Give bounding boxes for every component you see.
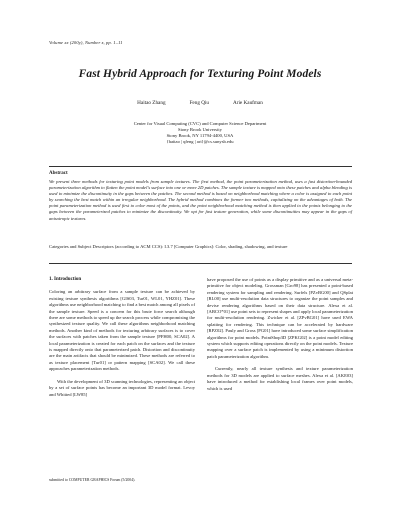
affiliation-line: Center for Visual Computing (CVC) and Computer Science Department (133, 121, 267, 126)
paragraph: With the development of 3D scanning technologies, representing an object by a set of surface points has become an important 3D model format. Levoy and Whitted [LW85] (49, 378, 195, 397)
abstract-top-rule (49, 166, 352, 167)
abstract-bottom-rule (49, 263, 352, 264)
author-name: Haitao Zhang (137, 100, 166, 106)
paragraph: have proposed the use of points as a display primitive and as a universal meta-primitive for object modeling. Grossman [Gro98] has presented a point-based rendering system for sampling and rendering. Surfels [PZvBG00] and QSplat [RL00] use multi-resolution data structures to organize the point samples and devise rendering algorithms based on their data structure. Alexa et al. [ABCO*01] use point sets to represent shapes and apply local parameterization for multi-resolution rendering. Zwicker et al. [ZPvBG01] have used EWA splatting for rendering. This technique can be accelerated by hardware [RPZ02]. Pauly and Gross [PG01] have introduced some surface simplification algorithms for point models. PointShop3D [ZPKG02] is a point model editing system which supports editing operations directly on the point models. Texture mapping over a surface patch is implemented by using a minimum distortion patch parameterization algorithm. (207, 277, 353, 359)
left-column (49, 277, 195, 404)
abstract-heading: Abstract (49, 171, 68, 176)
paper-title: Fast Hybrid Approach for Texturing Point Models (78, 68, 322, 80)
author-list (0, 100, 400, 106)
affiliation-line: Stony Brook University (178, 127, 222, 132)
paragraph: Currently, nearly all texture synthesis and texture parameterization methods for 3D models are applied to surface meshes. Alexa et al. [AKE03] have introduced a method for establishing local frames over point models, which is used (207, 366, 353, 391)
right-column (207, 277, 353, 398)
journal-header: Volume xx (200y), Number z, pp. 1–11 (49, 40, 123, 45)
author-name: Arie Kaufman (233, 100, 263, 106)
affiliation (0, 121, 400, 145)
affiliation-line: Stony Brook, NY 11794-4400, USA (166, 133, 234, 138)
section-heading: 1. Introduction (49, 277, 82, 282)
submission-footer: submitted to COMPUTER GRAPHICS Forum (5/2004). (49, 478, 136, 482)
author-name: Feng Qiu (189, 100, 209, 106)
acm-categories: Categories and Subject Descriptors (according to ACM CCS): I.3.7 [Computer Graphics]: Color, shading, shadowing, and texture (49, 244, 288, 249)
paragraph: Coloring an arbitrary surface from a sample texture can be achieved by existing texture synthesis algorithms [GIS03, Tur01, WL01, YHZ01]. These algorithms use neighborhood matching to find a best match among all pixels of the sample texture. Speed is a concern for this brute force search although there are some methods to speed up the search process while compromising the synthesized texture quality. We call these algorithms neighborhood matching methods. Another kind of methods for texturing arbitrary surfaces is to cover the surfaces with patches taken from the sample texture [PFH00, SCA02]. A local parameterization is created for each patch on the surfaces and the texture is mapped directly onto that parameterized patch. Distortion and discontinuity are the main artifacts that should be minimized. These methods are referred to as texture placement [Tur01] or pattern mapping [SCA02]. We call these approaches parameterization methods. (49, 289, 195, 372)
affiliation-email: {haitao | qfeng | ari}@cs.sunysb.edu (166, 139, 234, 144)
abstract-text: We present three methods for texturing point models from sample textures. The first method, the point parameterization method, uses a fast distortion-bounded parameterization algorithm to flatten the point model's surface into one or more 2D patches. The sample texture is mapped onto these patches and alpha blending is used to minimize the discontinuity in the gaps between the patches. The second method is based on neighborhood matching where a color is assigned to each point by searching the best match within an irregular neighborhood. The hybrid method combines the former two methods, capitalizing on the advantages of both. The point parameterization method is used first to color most of the points, and the point neighborhood matching method is then applied to the points belonging to the gaps between the parameterized patches to minimize the discontinuity. We opt for fast texture generation, while some discontinuities may appear in the gaps of anisotropic textures. (49, 179, 352, 221)
